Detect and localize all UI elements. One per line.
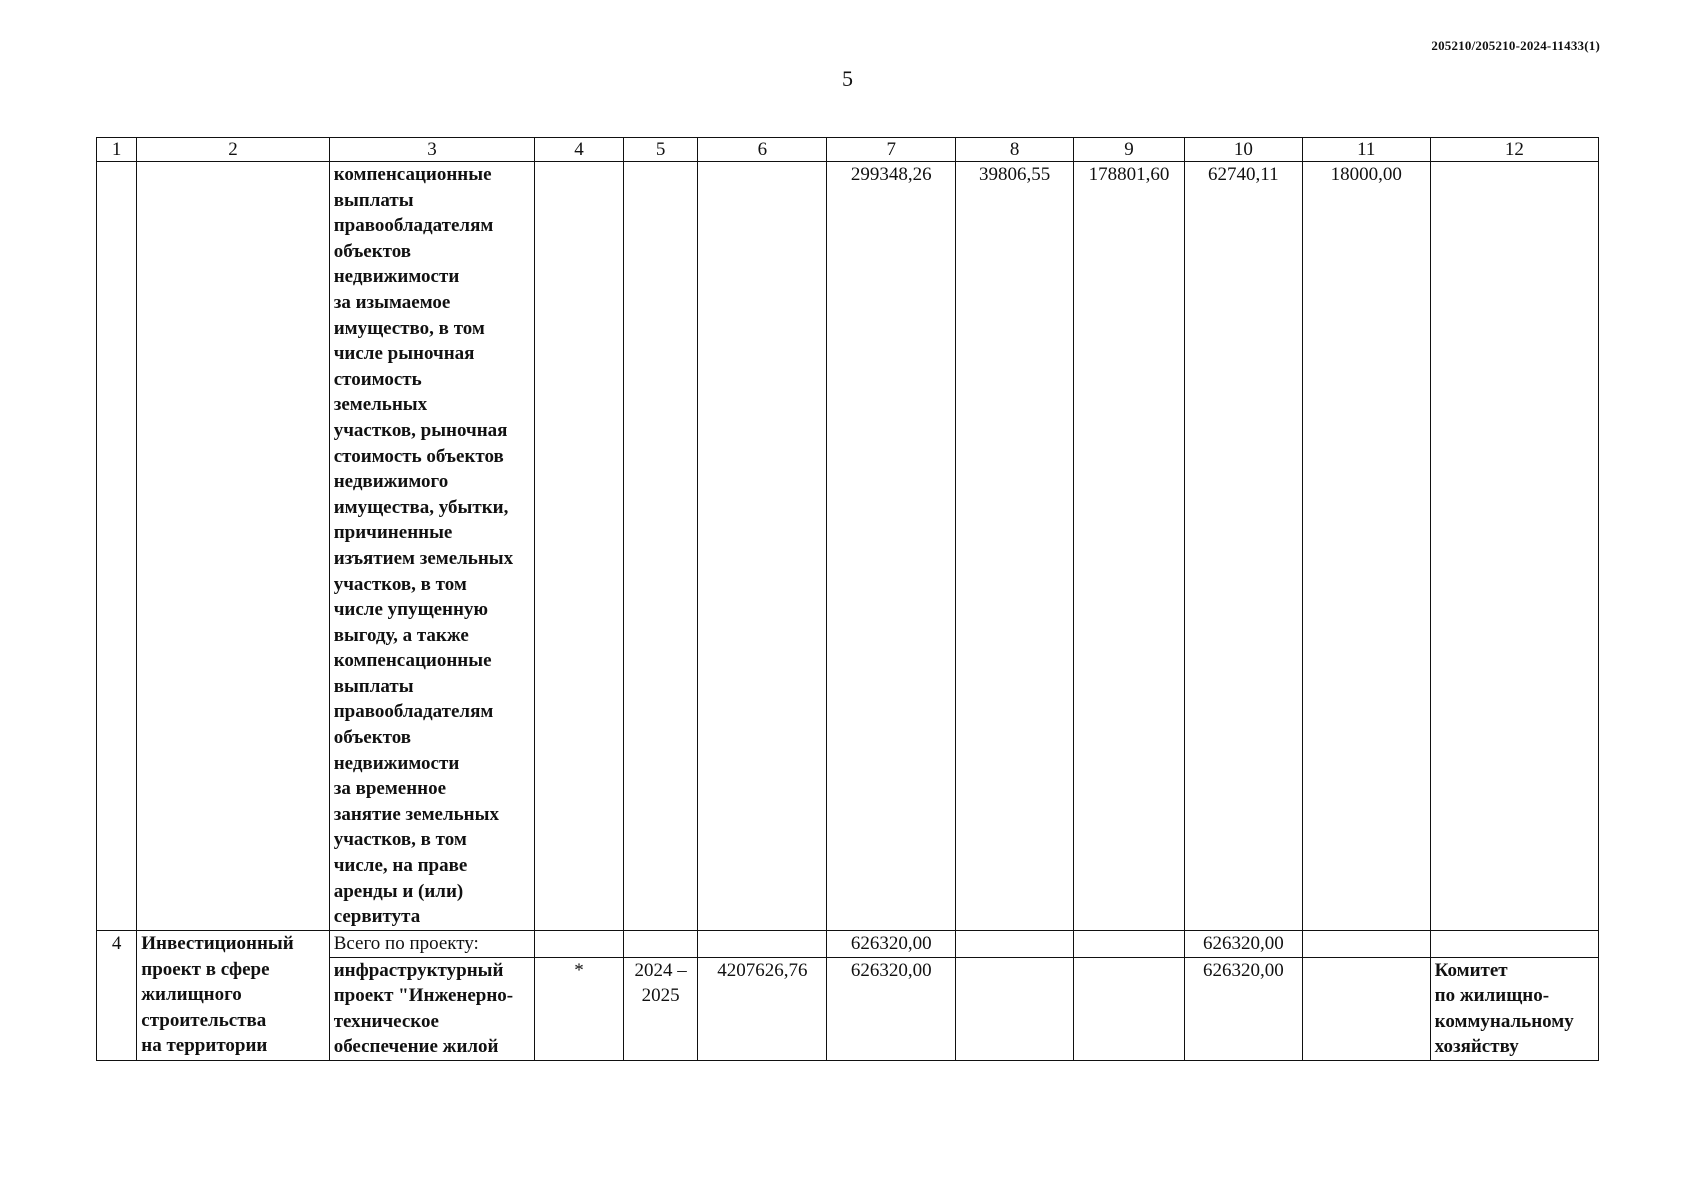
document-id: 205210/205210-2024-11433(1): [1431, 38, 1600, 53]
continuation-col5-cell: [623, 162, 698, 931]
row-number-cell: 4: [97, 931, 137, 1061]
item-col8-cell: [956, 957, 1074, 1060]
investment-project-cell: [137, 931, 329, 1061]
continuation-col11-value: 18000,00: [1302, 162, 1430, 931]
total-col8-cell: [956, 931, 1074, 958]
column-header: 10: [1184, 138, 1302, 162]
column-header: 9: [1074, 138, 1185, 162]
column-header: 11: [1302, 138, 1430, 162]
total-col12-cell: [1430, 931, 1598, 958]
item-col4-value: *: [535, 957, 624, 1060]
infrastructure-project-cell: [329, 957, 535, 1060]
total-col5-cell: [623, 931, 698, 958]
continuation-col4-cell: [535, 162, 624, 931]
infrastructure-project-text: инфраструктурный проект "Инженерно- техническое обеспечение жилой: [333, 959, 514, 1058]
column-header: 8: [956, 138, 1074, 162]
continuation-col7-value: 299348,26: [827, 162, 956, 931]
continuation-col2-cell: [137, 162, 329, 931]
compensation-description-text: компенсационные выплаты правообладателям объектов недвижимости за изымаемое имущество, в том числе рыночная стоимость земельных участков, рыночная стоимость объектов недвижимого имущества, убытки, причиненные изъятием земельных участков, в том числе упущенную выгоду, а также компенсационные выплаты правообладателям объектов недвижимости за временное занятие земельных участков, в том числе, на праве аренды и (или) сервитута: [333, 164, 514, 928]
column-header: 12: [1430, 138, 1598, 162]
column-header: 5: [623, 138, 698, 162]
project-total-label: Всего по проекту:: [329, 931, 535, 958]
column-header: 4: [535, 138, 624, 162]
total-col4-cell: [535, 931, 624, 958]
column-header: 1: [97, 138, 137, 162]
page-number: 5: [842, 66, 853, 91]
total-col11-cell: [1302, 931, 1430, 958]
item-col9-cell: [1074, 957, 1185, 1060]
continuation-col9-value: 178801,60: [1074, 162, 1185, 931]
project-total-row: [97, 931, 1599, 958]
column-header: 2: [137, 138, 329, 162]
continuation-col6-cell: [698, 162, 827, 931]
total-col10-value: 626320,00: [1184, 931, 1302, 958]
item-period-text: 2024 – 2025: [634, 959, 687, 1007]
item-col11-cell: [1302, 957, 1430, 1060]
column-header: 7: [827, 138, 956, 162]
responsible-executor-text: Комитет по жилищно- коммунальному хозяйству: [1434, 959, 1574, 1058]
responsible-executor-cell: [1430, 957, 1598, 1060]
continuation-col10-value: 62740,11: [1184, 162, 1302, 931]
continuation-row: [97, 162, 1599, 931]
column-header: 3: [329, 138, 535, 162]
continuation-col8-value: 39806,55: [956, 162, 1074, 931]
data-table: [96, 137, 1599, 1061]
column-number-header-row: [97, 138, 1599, 162]
continuation-row-number-cell: [97, 162, 137, 931]
total-col7-value: 626320,00: [827, 931, 956, 958]
total-col6-cell: [698, 931, 827, 958]
compensation-description-cell: [329, 162, 535, 931]
item-col7-value: 626320,00: [827, 957, 956, 1060]
item-period-cell: [623, 957, 698, 1060]
investment-project-text: Инвестиционный проект в сфере жилищного строительства на территории: [141, 933, 294, 1057]
column-header: 6: [698, 138, 827, 162]
item-col10-value: 626320,00: [1184, 957, 1302, 1060]
total-col9-cell: [1074, 931, 1185, 958]
continuation-col12-cell: [1430, 162, 1598, 931]
item-col6-value: 4207626,76: [698, 957, 827, 1060]
